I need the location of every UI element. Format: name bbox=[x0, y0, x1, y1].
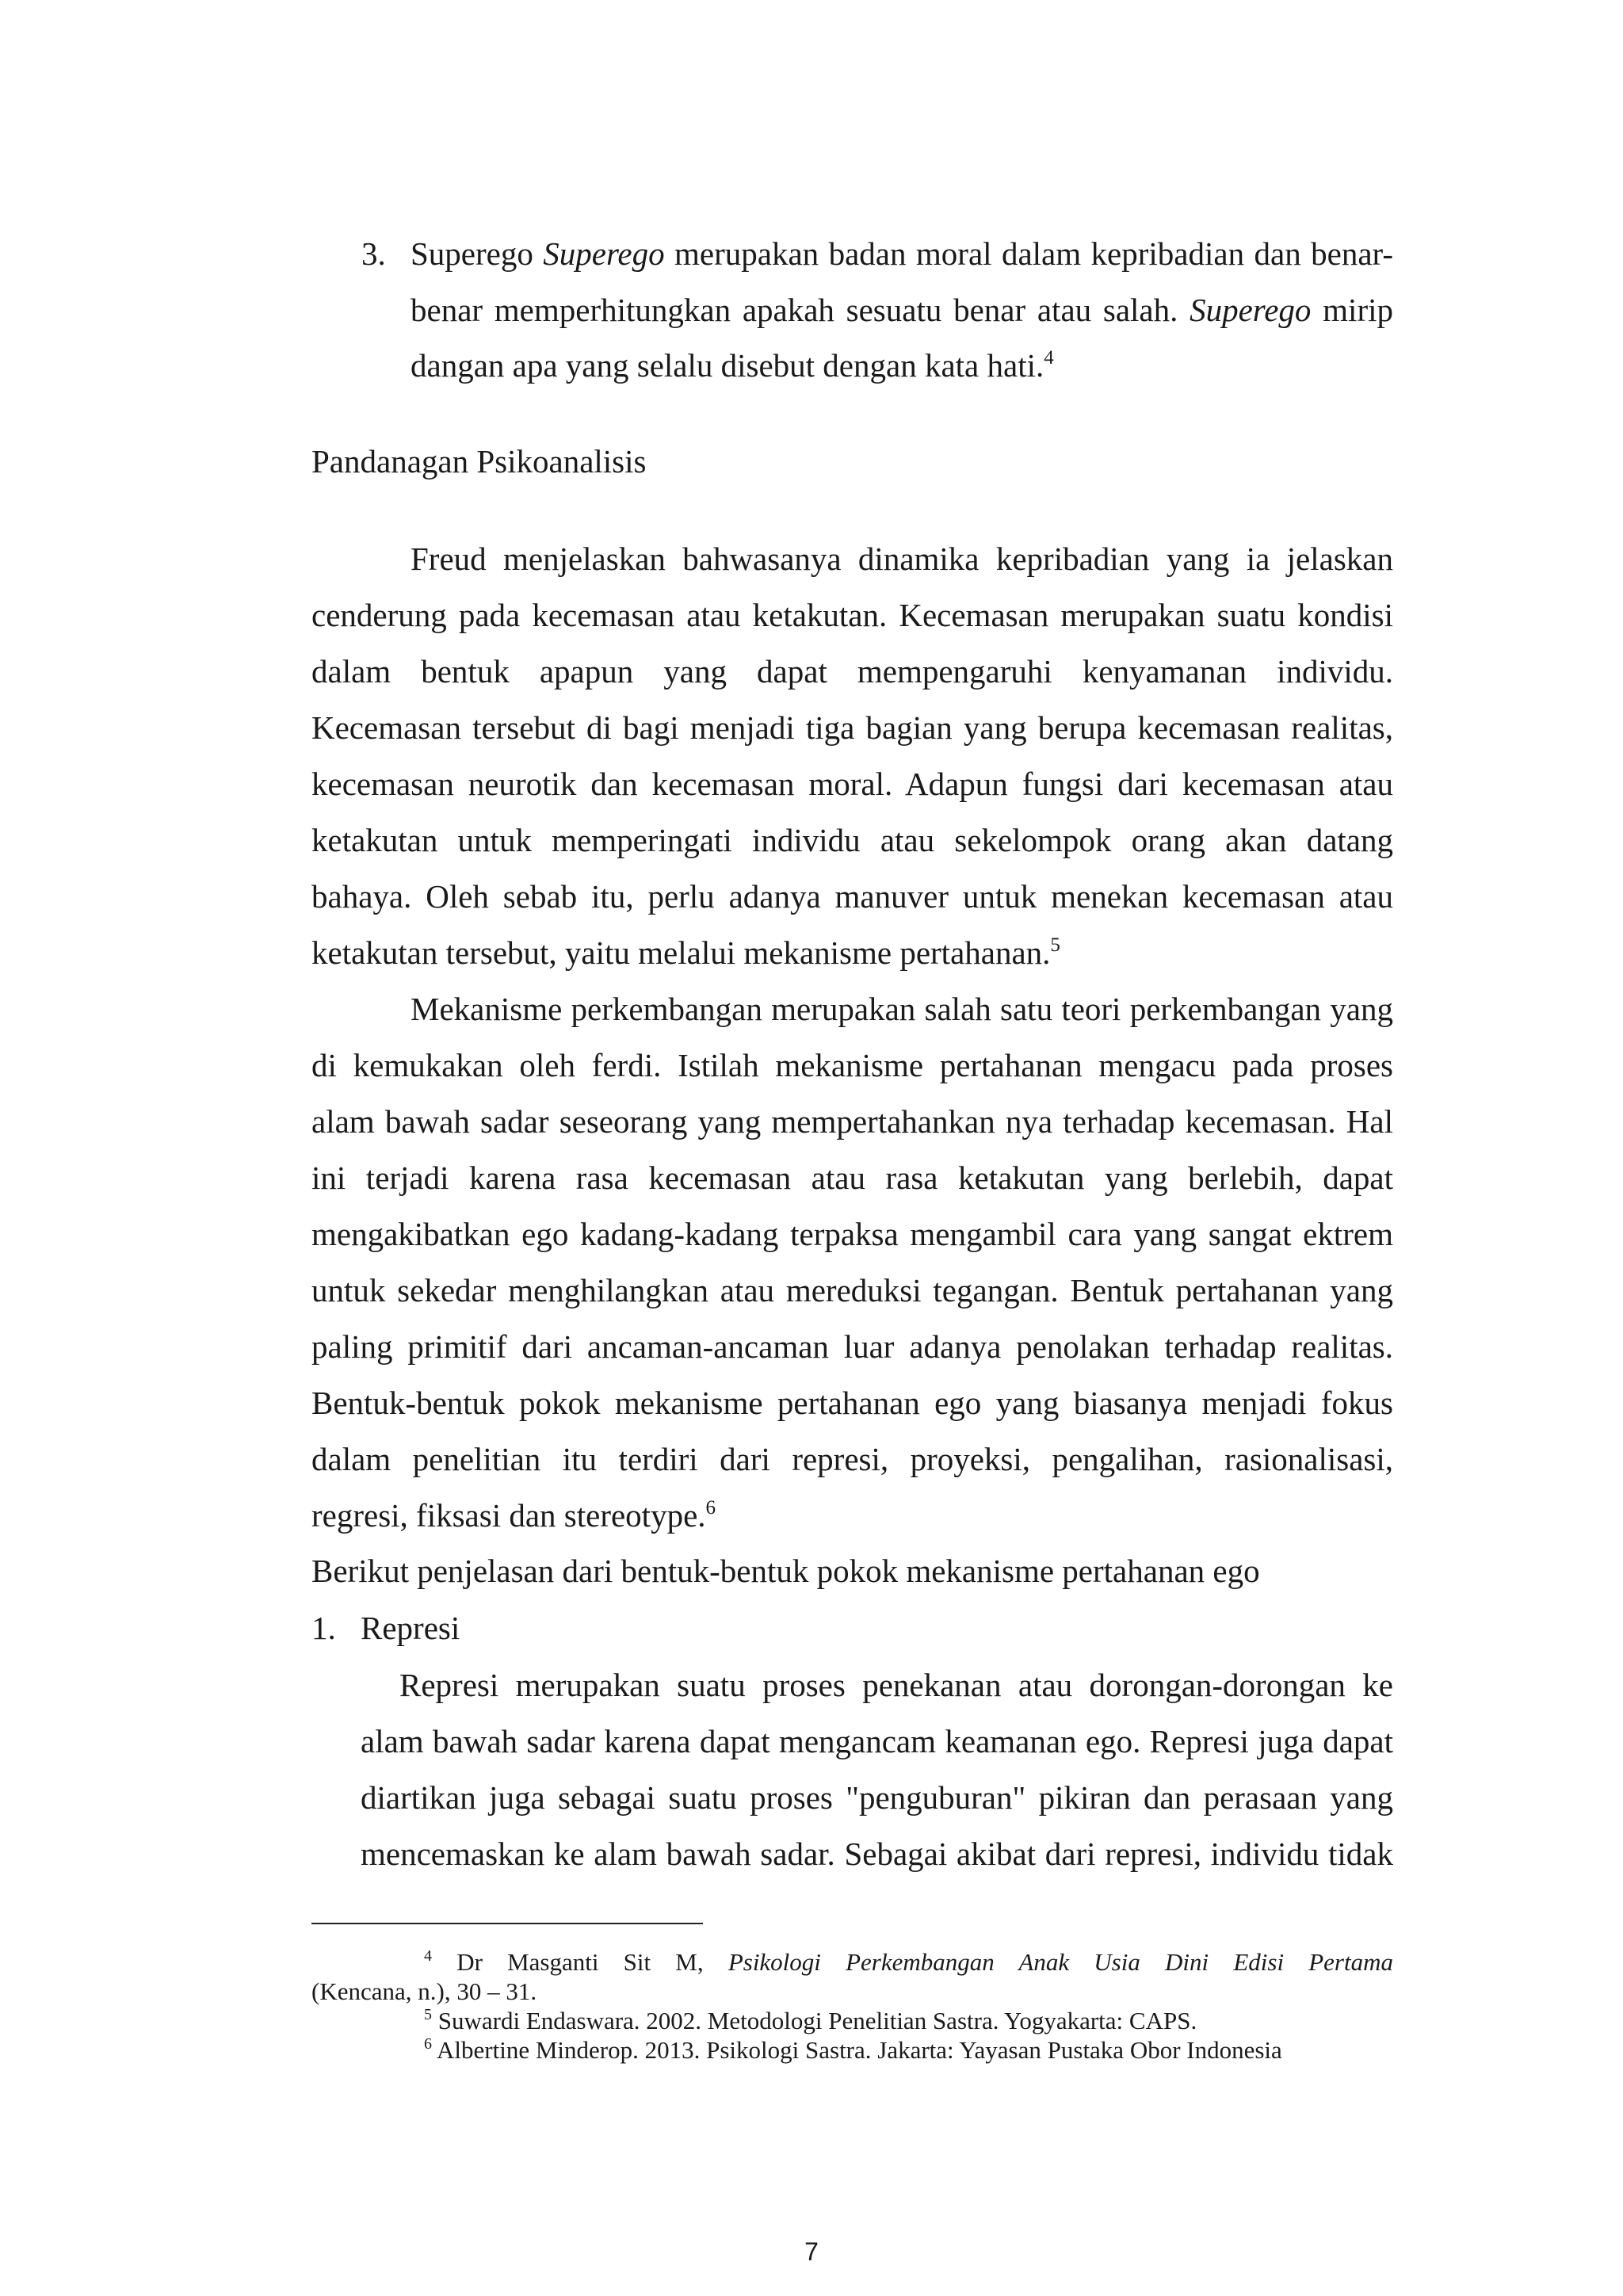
para2-line: mengakibatkan ego kadang-kadang terpaksa mengambil cara yang sangat ektrem bbox=[311, 1216, 1393, 1252]
para1-line: kecemasan neurotik dan kecemasan moral. Adapun fungsi dari kecemasan atau bbox=[311, 766, 1393, 802]
footnote-ref-6: 6 bbox=[705, 1497, 716, 1519]
superego-line-1: Superego Superego merupakan badan moral dalam kepribadian dan benar- bbox=[411, 235, 1394, 272]
para2-line: di kemukakan oleh ferdi. Istilah mekanisme pertahanan mengacu pada proses bbox=[311, 1047, 1393, 1083]
para1-line: bahaya. Oleh sebab itu, perlu adanya manuver untuk menekan kecemasan atau bbox=[311, 878, 1393, 915]
item1-line: diartikan juga sebagai suatu proses "penguburan" pikiran dan perasaan yang bbox=[361, 1779, 1393, 1816]
footnote-separator bbox=[311, 1923, 703, 1924]
para1-last-line: ketakutan tersebut, yaitu melalui mekanisme pertahanan.$^5$ bbox=[311, 934, 1060, 971]
item1-line: alam bawah sadar karena dapat mengancam keamanan ego. Represi juga dapat bbox=[361, 1723, 1393, 1759]
section-heading: Pandanagan Psikoanalisis bbox=[311, 443, 647, 479]
page-number: 7 bbox=[804, 2237, 819, 2266]
para1-line: Kecemasan tersebut di bagi menjadi tiga bagian yang berupa kecemasan realitas, bbox=[311, 709, 1393, 746]
para2-last-line: regresi, fiksasi dan stereotype.$^6$ bbox=[311, 1497, 716, 1534]
superego-line-3: dangan apa yang selalu disebut dengan kata hati.$^4$ bbox=[411, 347, 1054, 384]
para2-line: alam bawah sadar seseorang yang mempertahankan nya terhadap kecemasan. Hal bbox=[311, 1103, 1393, 1140]
intro-line: Berikut penjelasan dari bentuk-bentuk pokok mekanisme pertahanan ego bbox=[311, 1553, 1260, 1589]
item1-line: mencemaskan ke alam bawah sadar. Sebagai akibat dari represi, individu tidak bbox=[361, 1836, 1393, 1872]
footnote-ref-4: 4 bbox=[1044, 347, 1054, 369]
footnote-6: $^6$ Albertine Minderop. 2013. Psikologi Sastra. Jakarta: Yayasan Pustaka Obor Indonesia bbox=[424, 2035, 1282, 2064]
para1-line: cenderung pada kecemasan atau ketakutan. Kecemasan merupakan suatu kondisi bbox=[311, 597, 1393, 633]
item1-line: Represi merupakan suatu proses penekanan atau dorongan-dorongan ke bbox=[399, 1667, 1393, 1703]
footnote-ref-5: 5 bbox=[1050, 934, 1060, 956]
para2-line: Mekanisme perkembangan merupakan salah satu teori perkembangan yang bbox=[411, 991, 1393, 1027]
para2-line: paling primitif dari ancaman-ancaman luar adanya penolakan terhadap realitas. bbox=[311, 1328, 1393, 1365]
para2-line: Bentuk-bentuk pokok mekanisme pertahanan ego yang biasanya menjadi fokus bbox=[311, 1385, 1393, 1421]
para2-line: ini terjadi karena rasa kecemasan atau rasa ketakutan yang berlebih, dapat bbox=[311, 1159, 1393, 1196]
para2-line: dalam penelitian itu terdiri dari represi, proyeksi, pengalihan, rasionalisasi, bbox=[311, 1441, 1393, 1477]
list-number-1: 1. bbox=[311, 1610, 336, 1646]
para1-line: ketakutan untuk memperingati individu atau sekelompok orang akan datang bbox=[311, 822, 1393, 858]
para1-line: dalam bentuk apapun yang dapat mempengaruhi kenyamanan individu. bbox=[311, 653, 1393, 690]
footnote-4-line-2: (Kencana, n.), 30 – 31. bbox=[311, 1977, 537, 2005]
footnote-5: $^5$ Suwardi Endaswara. 2002. Metodologi Penelitian Sastra. Yogyakarta: CAPS. bbox=[424, 2006, 1197, 2034]
para1-line: Freud menjelaskan bahwasanya dinamika kepribadian yang ia jelaskan bbox=[411, 541, 1393, 577]
superego-line-2: benar memperhitungkan apakah sesuatu benar atau salah. Superego mirip bbox=[411, 292, 1393, 328]
list-number-3: 3. bbox=[361, 235, 386, 272]
footnote-4-line-1: $^4$ Dr Masganti Sit M, Psikologi Perkembangan Anak Usia Dini Edisi Pertama bbox=[424, 1947, 1393, 1976]
para2-line: untuk sekedar menghilangkan atau mereduksi tegangan. Bentuk pertahanan yang bbox=[311, 1272, 1393, 1308]
item1-title: Represi bbox=[361, 1610, 460, 1646]
